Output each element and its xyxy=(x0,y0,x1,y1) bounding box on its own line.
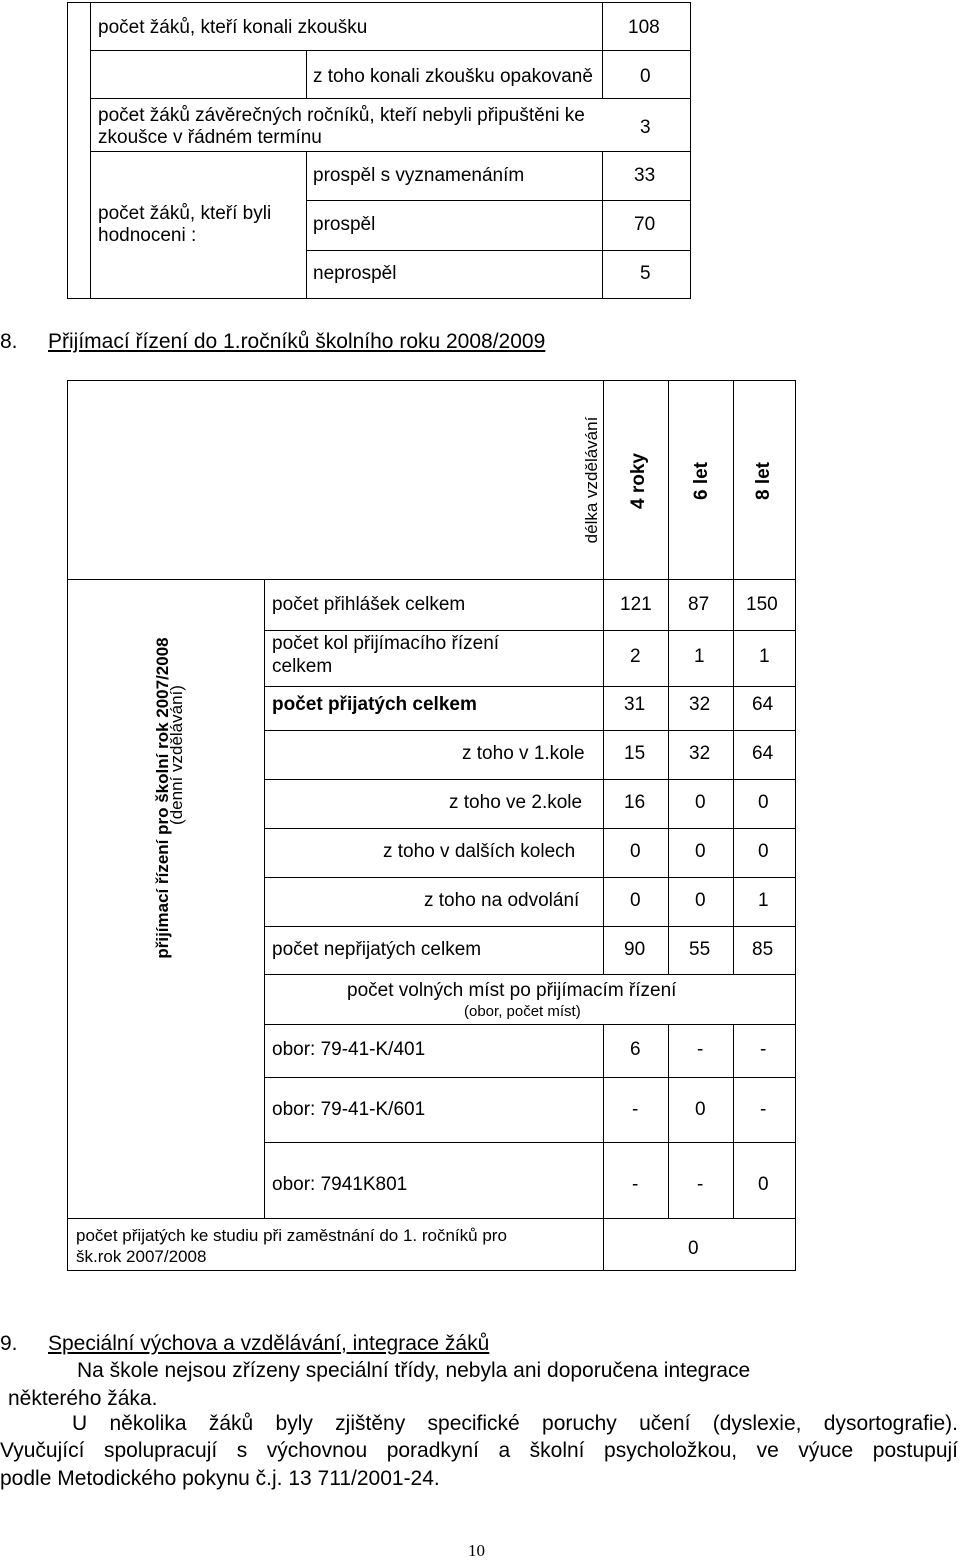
header-col-label: 8 let xyxy=(753,461,774,501)
employed-label-line1: počet přijatých ke studiu při zaměstnání do 1. ročníků pro xyxy=(76,1226,507,1245)
row-value: 64 xyxy=(752,743,774,764)
repeat-value: 0 xyxy=(640,66,651,87)
evaluated-row-label: neprospěl xyxy=(313,263,397,284)
row-label-line1: počet kol přijímacího řízení xyxy=(272,633,500,654)
section9-paragraph-line: podle Metodického pokynu č.j. 13 711/2001-24. xyxy=(0,1467,440,1490)
evaluated-label-line2: hodnoceni : xyxy=(98,225,197,246)
not-admitted-label-line1: počet žáků závěrečných ročníků, kteří nebyli připuštěni ke xyxy=(98,105,585,126)
row-value: 0 xyxy=(630,890,641,911)
free-places-title: počet volných míst po přijímacím řízení xyxy=(347,980,677,1001)
row-value: 2 xyxy=(630,646,641,667)
section9-number: 9. xyxy=(0,1332,18,1355)
free-places-subtitle: (obor, počet míst) xyxy=(464,1003,581,1020)
row-value: 16 xyxy=(624,792,646,813)
header-col-label: 6 let xyxy=(691,461,712,501)
field-value: - xyxy=(632,1174,639,1195)
row-label: z toho na odvolání xyxy=(424,890,580,911)
row-value: 0 xyxy=(695,890,706,911)
row-label: počet přijatých celkem xyxy=(272,694,477,715)
row-value: 1 xyxy=(758,890,769,911)
section9-paragraph-line: Vyučující spolupracují s výchovnou poradkyní a školní psycholožkou, ve výuce postupují xyxy=(0,1439,958,1462)
section9-paragraph-line: Na škole nejsou zřízeny speciální třídy, nebyla ani doporučena integrace xyxy=(77,1359,751,1382)
row-value: 85 xyxy=(752,939,774,960)
employed-value: 0 xyxy=(688,1238,699,1259)
employed-label-line2: šk.rok 2007/2008 xyxy=(76,1247,207,1266)
field-label: obor: 79-41-K/401 xyxy=(272,1039,426,1060)
row-value: 0 xyxy=(695,792,706,813)
row-value: 0 xyxy=(758,792,769,813)
field-label: obor: 7941K801 xyxy=(272,1174,408,1195)
row-value: 0 xyxy=(758,841,769,862)
header-length-label: délka vzdělávání xyxy=(582,416,601,544)
field-value: - xyxy=(697,1039,704,1060)
side-label-bold: přijímací řízení pro školní rok 2007/2008 xyxy=(153,637,172,959)
evaluated-row-value: 5 xyxy=(640,263,651,284)
field-value: 0 xyxy=(695,1099,706,1120)
row-label: z toho v 1.kole xyxy=(462,743,585,764)
field-value: 0 xyxy=(758,1174,769,1195)
side-label-normal: (denní vzdělávání) xyxy=(167,685,186,825)
row-value: 32 xyxy=(689,694,711,715)
row-value: 32 xyxy=(689,743,711,764)
repeat-label: z toho konali zkoušku opakovaně xyxy=(313,66,593,87)
row-label: počet přihlášek celkem xyxy=(272,594,466,615)
section9-paragraph-line: U několika žáků byly zjištěny specifické poruchy učení (dyslexie, dysortografie). xyxy=(72,1412,958,1435)
field-value: - xyxy=(760,1039,767,1060)
evaluated-row-label: prospěl xyxy=(313,214,376,235)
field-value: 6 xyxy=(630,1039,641,1060)
conducted-label: počet žáků, kteří konali zkoušku xyxy=(98,17,368,38)
field-value: - xyxy=(760,1099,767,1120)
field-value: - xyxy=(697,1174,704,1195)
row-value: 87 xyxy=(688,594,710,615)
row-label: z toho ve 2.kole xyxy=(449,792,583,813)
row-value: 31 xyxy=(624,694,646,715)
evaluated-row-label: prospěl s vyznamenáním xyxy=(313,165,525,186)
field-value: - xyxy=(632,1099,639,1120)
evaluated-row-value: 33 xyxy=(634,165,656,186)
row-value: 90 xyxy=(624,939,646,960)
not-admitted-label-line2: zkoušce v řádném termínu xyxy=(98,127,322,148)
evaluated-row-value: 70 xyxy=(634,214,656,235)
row-label: z toho v dalších kolech xyxy=(383,841,576,862)
row-value: 64 xyxy=(752,694,774,715)
row-label-line2: celkem xyxy=(272,656,333,677)
section8-title: Přijímací řízení do 1.ročníků školního roku 2008/2009 xyxy=(48,330,546,353)
page-number: 10 xyxy=(468,1541,485,1560)
section9-paragraph-line: některého žáka. xyxy=(8,1387,158,1410)
row-value: 121 xyxy=(620,594,652,615)
row-value: 55 xyxy=(689,939,711,960)
row-label: počet nepřijatých celkem xyxy=(272,939,482,960)
row-value: 1 xyxy=(694,646,705,667)
section9-title: Speciální výchova a vzdělávání, integrace žáků xyxy=(48,1332,490,1355)
section8-number: 8. xyxy=(0,330,18,353)
not-admitted-value: 3 xyxy=(640,117,651,138)
evaluated-label-line1: počet žáků, kteří byli xyxy=(98,203,272,224)
row-value: 0 xyxy=(630,841,641,862)
header-col-label: 4 roky xyxy=(628,453,649,509)
row-value: 15 xyxy=(624,743,646,764)
field-label: obor: 79-41-K/601 xyxy=(272,1099,426,1120)
conducted-value: 108 xyxy=(628,17,660,38)
row-value: 1 xyxy=(759,646,770,667)
row-value: 150 xyxy=(746,594,778,615)
row-value: 0 xyxy=(695,841,706,862)
